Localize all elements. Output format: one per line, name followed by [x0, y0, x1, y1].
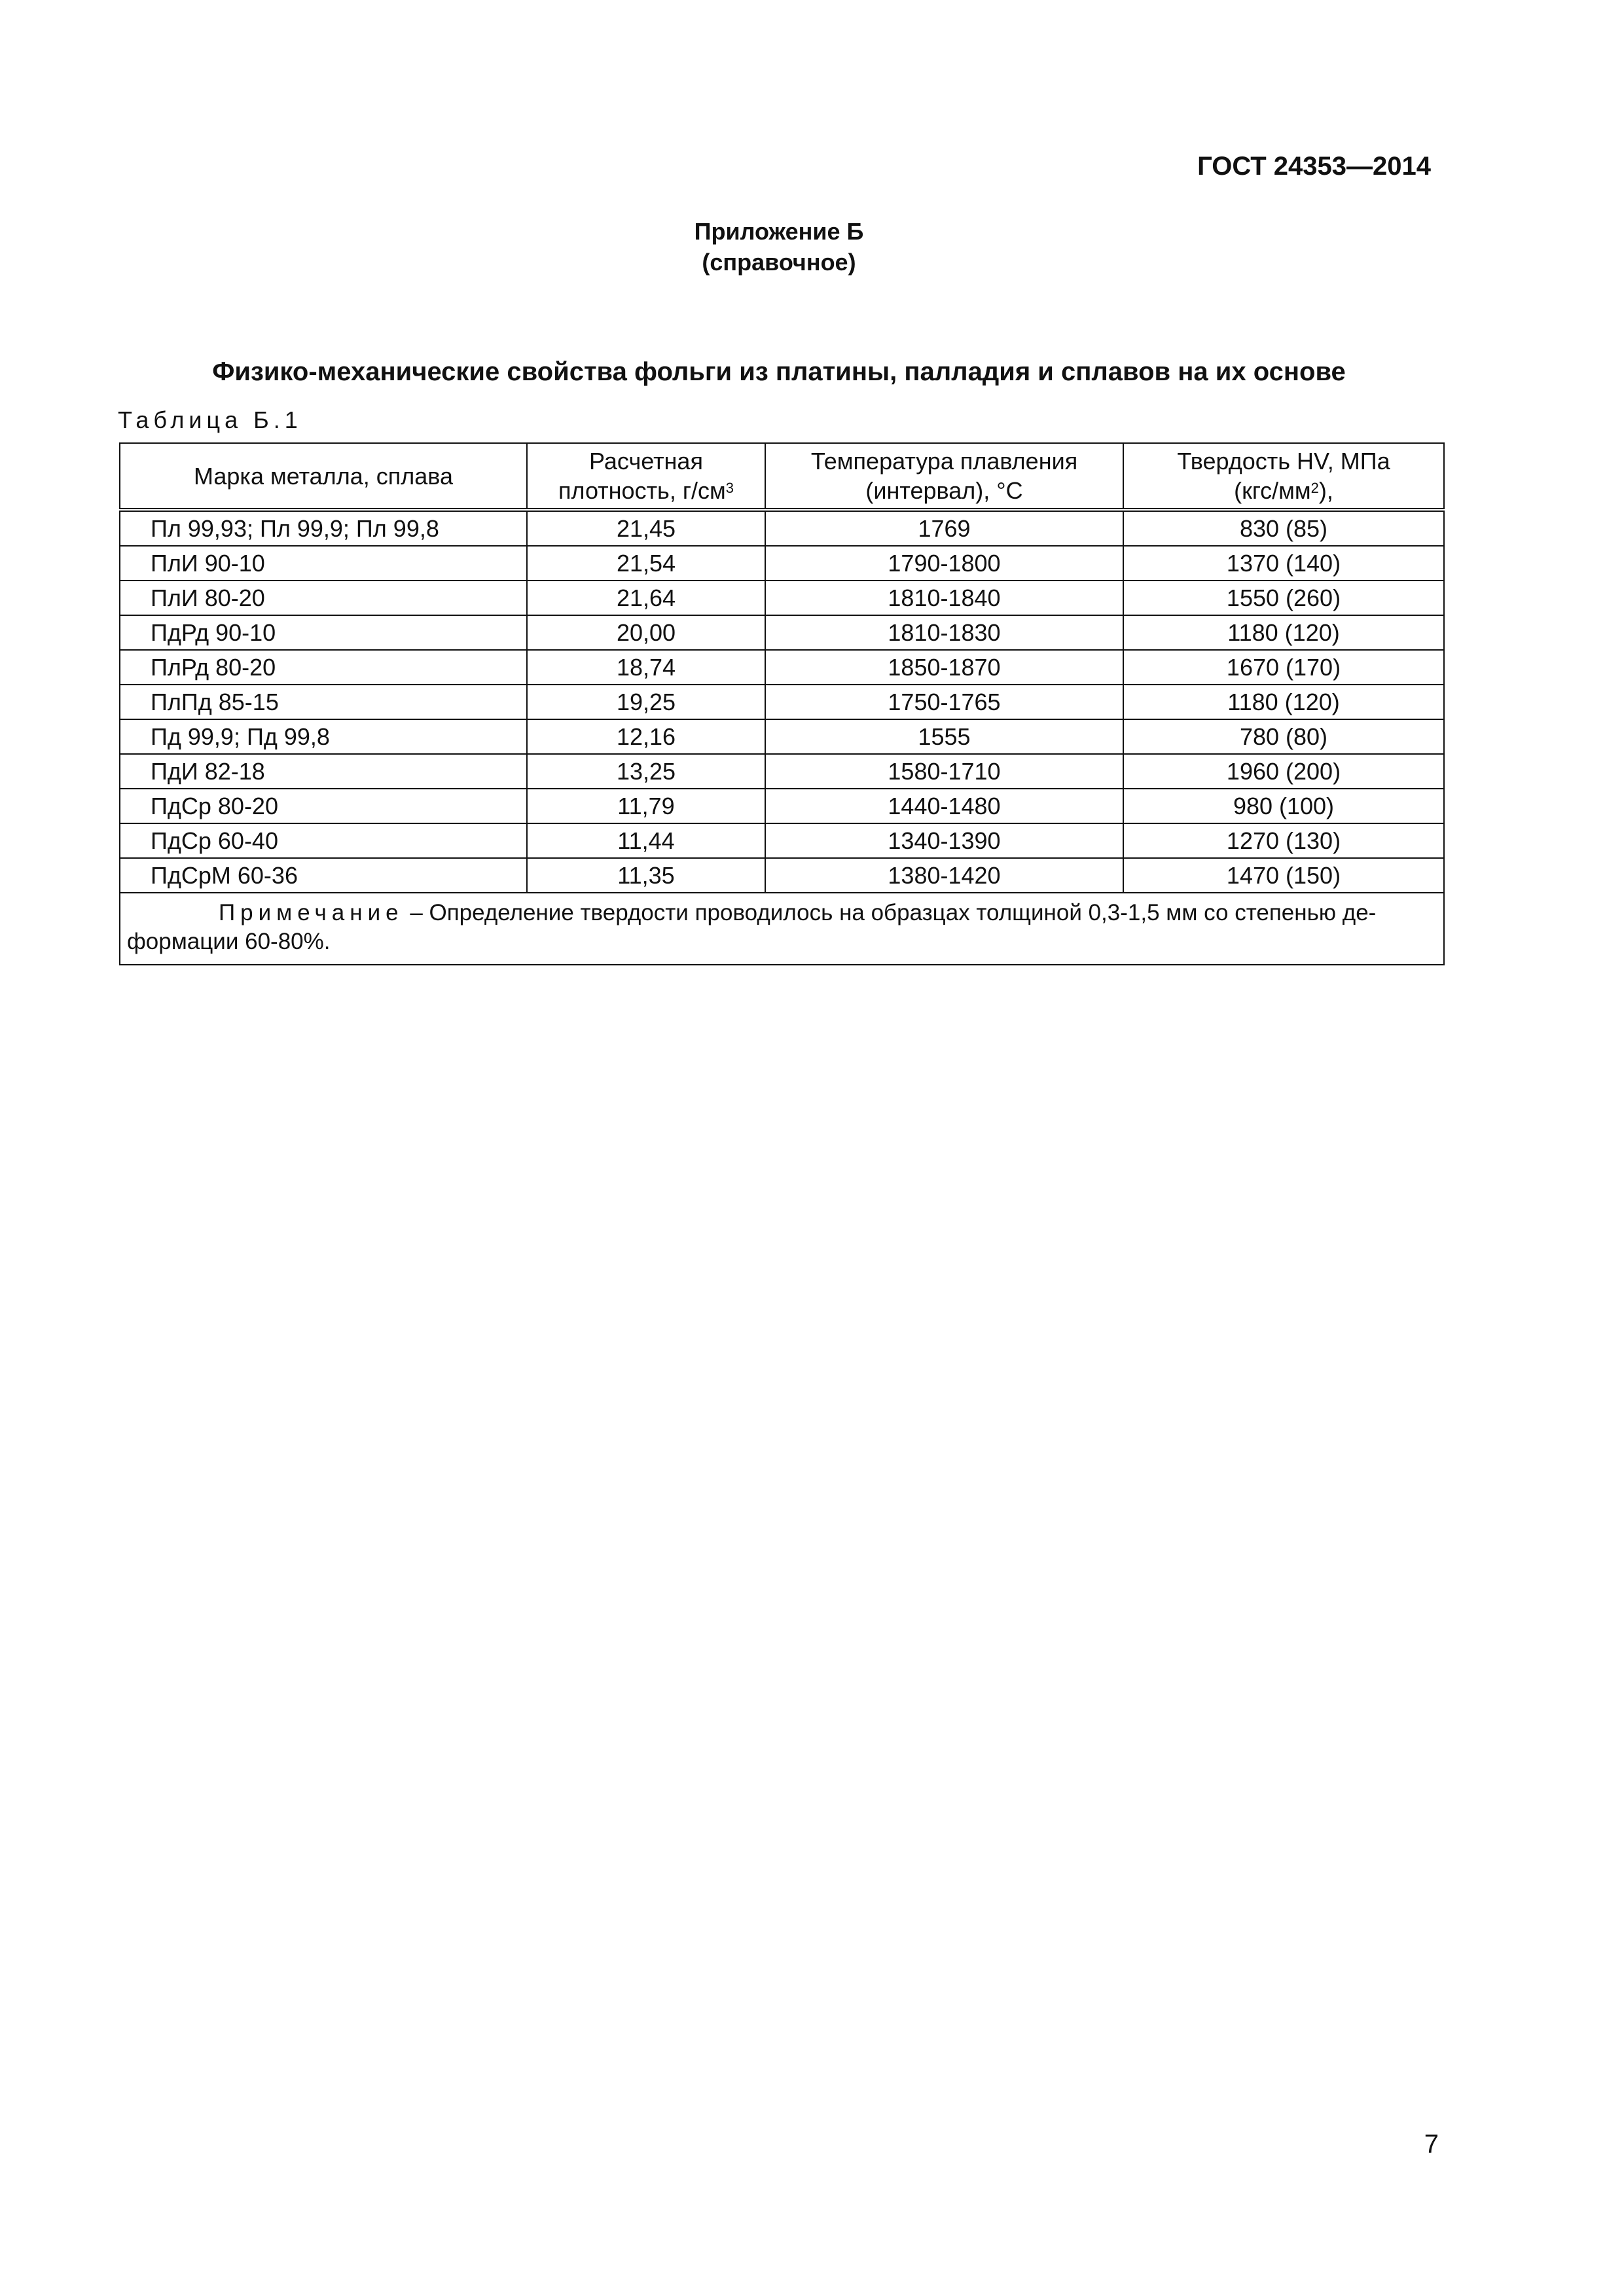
cell-grade: ПдИ 82-18	[120, 754, 527, 789]
cell-melting: 1810-1840	[765, 581, 1123, 615]
cell-melting: 1380-1420	[765, 858, 1123, 893]
cell-melting: 1555	[765, 719, 1123, 754]
column-header-melting	[765, 443, 1123, 510]
cell-grade: ПдСр 60-40	[120, 823, 527, 858]
table-header-row	[120, 443, 1444, 510]
appendix-title: Приложение Б	[694, 218, 864, 245]
column-header-grade-label: Марка металла, сплава	[194, 462, 453, 490]
table-label: Таблица Б.1	[118, 406, 302, 433]
cell-density: 21,54	[527, 546, 765, 581]
table-row	[120, 858, 1444, 893]
cell-grade: ПдРд 90-10	[120, 615, 527, 650]
cell-density: 11,79	[527, 789, 765, 823]
cell-hardness: 1470 (150)	[1123, 858, 1444, 893]
cell-hardness: 980 (100)	[1123, 789, 1444, 823]
cell-melting: 1340-1390	[765, 823, 1123, 858]
cell-hardness: 780 (80)	[1123, 719, 1444, 754]
cell-hardness: 1270 (130)	[1123, 823, 1444, 858]
table-row	[120, 546, 1444, 581]
table-row	[120, 510, 1444, 546]
table-note-row	[120, 893, 1444, 965]
cell-density: 12,16	[527, 719, 765, 754]
cell-density: 11,44	[527, 823, 765, 858]
cell-density: 11,35	[527, 858, 765, 893]
melting-header-line1: Температура плавления	[810, 448, 1078, 475]
cell-melting: 1850-1870	[765, 650, 1123, 685]
cell-hardness: 1180 (120)	[1123, 685, 1444, 719]
cell-grade: ПдСр 80-20	[120, 789, 527, 823]
cell-hardness: 1670 (170)	[1123, 650, 1444, 685]
table-row	[120, 615, 1444, 650]
table-row	[120, 650, 1444, 685]
appendix-subtitle: (справочное)	[702, 249, 856, 276]
cell-hardness: 830 (85)	[1123, 510, 1444, 546]
cell-hardness: 1180 (120)	[1123, 615, 1444, 650]
hardness-header-line1: Твердость HV, МПа	[1177, 448, 1390, 475]
cell-melting: 1810-1830	[765, 615, 1123, 650]
appendix-heading	[0, 216, 1558, 278]
cell-grade: ПлРд 80-20	[120, 650, 527, 685]
column-header-density	[527, 443, 765, 510]
cell-density: 20,00	[527, 615, 765, 650]
cell-density: 19,25	[527, 685, 765, 719]
cell-hardness: 1370 (140)	[1123, 546, 1444, 581]
cell-melting: 1750-1765	[765, 685, 1123, 719]
page-number: 7	[1424, 2130, 1439, 2159]
cell-grade: ПлИ 80-20	[120, 581, 527, 615]
cell-melting: 1790-1800	[765, 546, 1123, 581]
document-code: ГОСТ 24353—2014	[1197, 152, 1431, 181]
cell-density: 18,74	[527, 650, 765, 685]
cell-density: 21,45	[527, 510, 765, 546]
cell-grade: Пд 99,9; Пд 99,8	[120, 719, 527, 754]
table-title: Физико-механические свойства фольги из платины, палладия и сплавов на их основе	[212, 357, 1346, 386]
table-note	[120, 893, 1444, 965]
density-header-superscript: 3	[725, 480, 734, 496]
hardness-header-line2-pre: (кгс/мм	[1234, 477, 1311, 504]
properties-table	[119, 442, 1445, 965]
cell-density: 13,25	[527, 754, 765, 789]
cell-hardness: 1550 (260)	[1123, 581, 1444, 615]
cell-grade: ПдСрМ 60-36	[120, 858, 527, 893]
cell-grade: Пл 99,93; Пл 99,9; Пл 99,8	[120, 510, 527, 546]
density-header-line2: плотность, г/см	[558, 477, 726, 504]
cell-melting: 1580-1710	[765, 754, 1123, 789]
table-row	[120, 719, 1444, 754]
hardness-header-line2-post: ),	[1318, 477, 1333, 504]
hardness-header-superscript: 2	[1310, 480, 1319, 496]
cell-grade: ПлИ 90-10	[120, 546, 527, 581]
table-row	[120, 685, 1444, 719]
cell-density: 21,64	[527, 581, 765, 615]
density-header-line1: Расчетная	[589, 448, 703, 475]
cell-grade: ПлПд 85-15	[120, 685, 527, 719]
cell-hardness: 1960 (200)	[1123, 754, 1444, 789]
cell-melting: 1440-1480	[765, 789, 1123, 823]
note-text: – Определение твердости проводилось на образцах толщиной 0,3-1,5 мм со степенью де-формации 60-80%.	[127, 900, 1377, 954]
table-row	[120, 789, 1444, 823]
column-header-grade	[120, 443, 527, 510]
column-header-hardness	[1123, 443, 1444, 510]
table-row	[120, 823, 1444, 858]
table-row	[120, 754, 1444, 789]
melting-header-line2: (интервал), °С	[865, 477, 1023, 504]
table-row	[120, 581, 1444, 615]
cell-melting: 1769	[765, 510, 1123, 546]
note-label: Примечание	[219, 900, 404, 925]
